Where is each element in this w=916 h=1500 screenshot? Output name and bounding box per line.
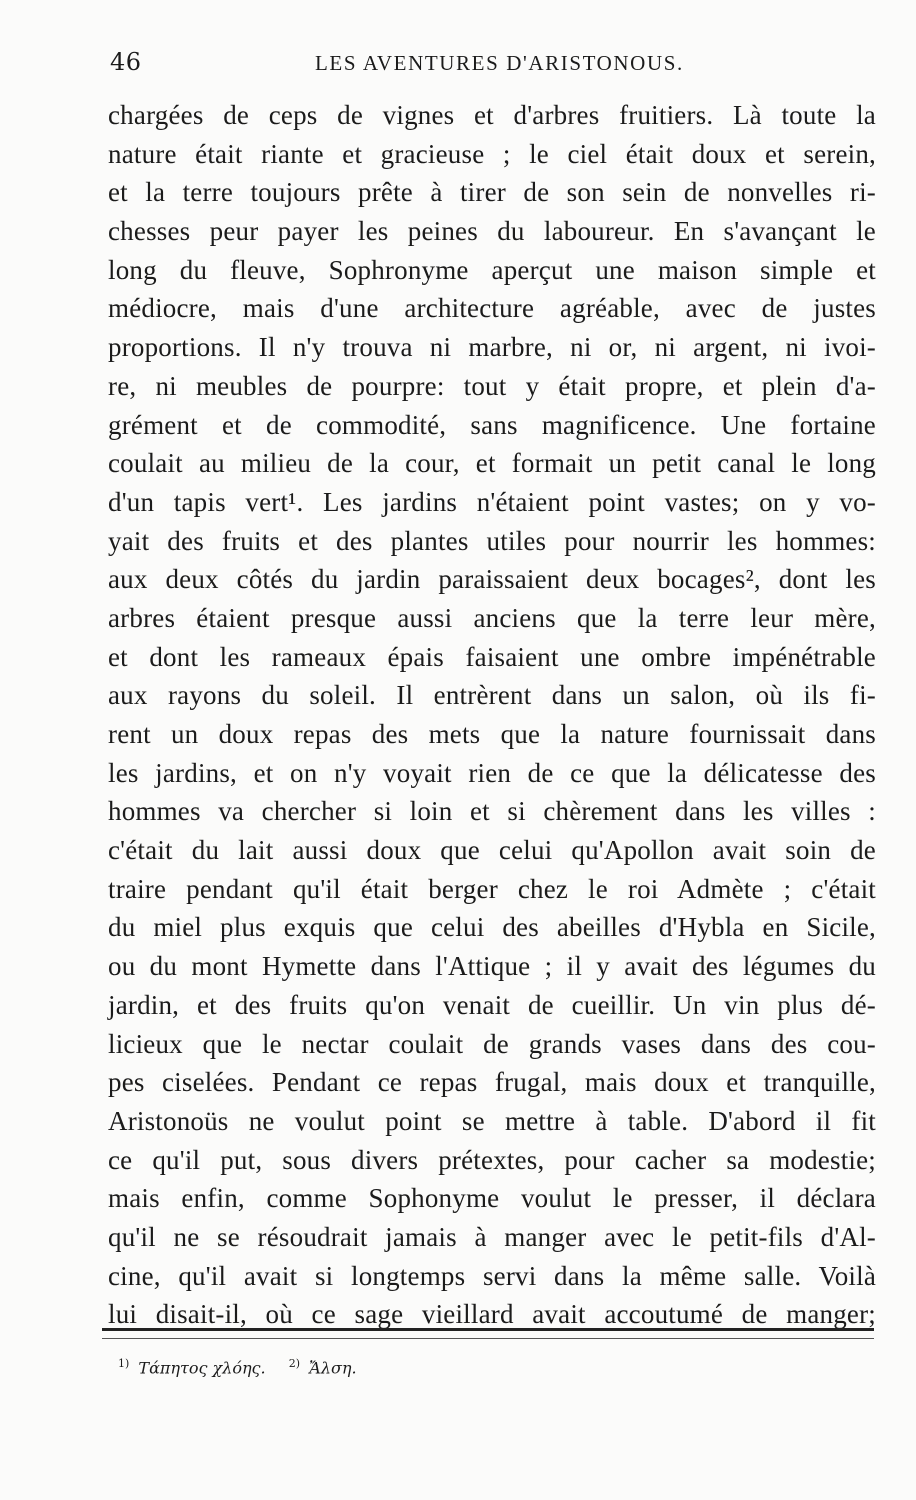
text-line: pes ciselées. Pendant ce repas frugal, mais doux et tranquille, bbox=[108, 1067, 876, 1098]
text-line: les jardins, et on n'y voyait rien de ce que la délicatesse des bbox=[108, 757, 876, 788]
page-header bbox=[110, 48, 875, 84]
text-line: hommes va chercher si loin et si chèrement dans les villes : bbox=[108, 796, 876, 827]
footnote-marker: 2) bbox=[288, 1357, 300, 1370]
page-number: 46 bbox=[110, 48, 142, 76]
text-line: yait des fruits et des plantes utiles pour nourrir les hommes: bbox=[108, 525, 876, 556]
footnote-marker: 1) bbox=[118, 1357, 130, 1370]
text-line: aux deux côtés du jardin paraissaient deux bocages², dont les bbox=[108, 564, 876, 595]
text-line: aux rayons du soleil. Il entrèrent dans un salon, où ils fi- bbox=[108, 680, 876, 711]
text-line: jardin, et des fruits qu'on venait de cueillir. Un vin plus dé- bbox=[108, 989, 876, 1020]
page-text bbox=[108, 96, 876, 1334]
running-title: LES AVENTURES D'ARISTONOUS. bbox=[315, 51, 684, 75]
text-line: ce qu'il put, sous divers prétextes, pour cacher sa modestie; bbox=[108, 1144, 876, 1175]
footnote-1 bbox=[118, 1357, 266, 1377]
text-line: licieux que le nectar coulait de grands vases dans des cou- bbox=[108, 1028, 876, 1059]
text-line: arbres étaient presque aussi anciens que la terre leur mère, bbox=[108, 602, 876, 633]
footnote-text: Ἄλση. bbox=[309, 1358, 357, 1378]
footnote-rule-thin bbox=[102, 1338, 874, 1339]
text-line: c'était du lait aussi doux que celui qu'Apollon avait soin de bbox=[108, 835, 876, 866]
text-line: qu'il ne se résoudrait jamais à manger avec le petit-fils d'Al- bbox=[108, 1221, 876, 1252]
text-line: mais enfin, comme Sophonyme voulut le presser, il déclara bbox=[108, 1183, 876, 1214]
text-line: proportions. Il n'y trouva ni marbre, ni or, ni argent, ni ivoi- bbox=[108, 332, 876, 363]
footnote-text: Τάπητος χλόης. bbox=[138, 1358, 266, 1378]
text-line: cine, qu'il avait si longtemps servi dans la même salle. Voilà bbox=[108, 1260, 876, 1291]
text-line: Aristonoüs ne voulut point se mettre à table. D'abord il fit bbox=[108, 1105, 876, 1136]
text-line: et la terre toujours prête à tirer de son sein de nonvelles ri- bbox=[108, 177, 876, 208]
text-line: médiocre, mais d'une architecture agréable, avec de justes bbox=[108, 293, 876, 324]
text-line: rent un doux repas des mets que la nature fournissait dans bbox=[108, 719, 876, 749]
text-line: chargées de ceps de vignes et d'arbres fruitiers. Là toute la bbox=[108, 100, 876, 130]
text-line: chesses peur payer les peines du laboureur. En s'avançant le bbox=[108, 216, 876, 247]
text-line: re, ni meubles de pourpre: tout y était propre, et plein d'a- bbox=[108, 370, 876, 401]
text-line: grément et de commodité, sans magnificence. Une fortaine bbox=[108, 409, 876, 440]
text-line: lui disait-il, où ce sage vieillard avait accoutumé de manger; bbox=[108, 1299, 876, 1330]
text-line: traire pendant qu'il était berger chez le roi Admète ; c'était bbox=[108, 873, 876, 904]
footnote-2 bbox=[289, 1357, 357, 1377]
text-line: et dont les rameaux épais faisaient une ombre impénétrable bbox=[108, 641, 876, 672]
footnote-rule bbox=[102, 1328, 874, 1331]
text-line: long du fleuve, Sophronyme aperçut une maison simple et bbox=[108, 254, 876, 285]
footnotes bbox=[118, 1357, 858, 1377]
text-line: d'un tapis vert¹. Les jardins n'étaient point vastes; on y vo- bbox=[108, 486, 876, 517]
text-line: ou du mont Hymette dans l'Attique ; il y avait des légumes du bbox=[108, 951, 876, 982]
text-line: coulait au milieu de la cour, et formait un petit canal le long bbox=[108, 448, 876, 479]
text-line: du miel plus exquis que celui des abeilles d'Hybla en Sicile, bbox=[108, 912, 876, 943]
text-line: nature était riante et gracieuse ; le ciel était doux et serein, bbox=[108, 138, 876, 169]
